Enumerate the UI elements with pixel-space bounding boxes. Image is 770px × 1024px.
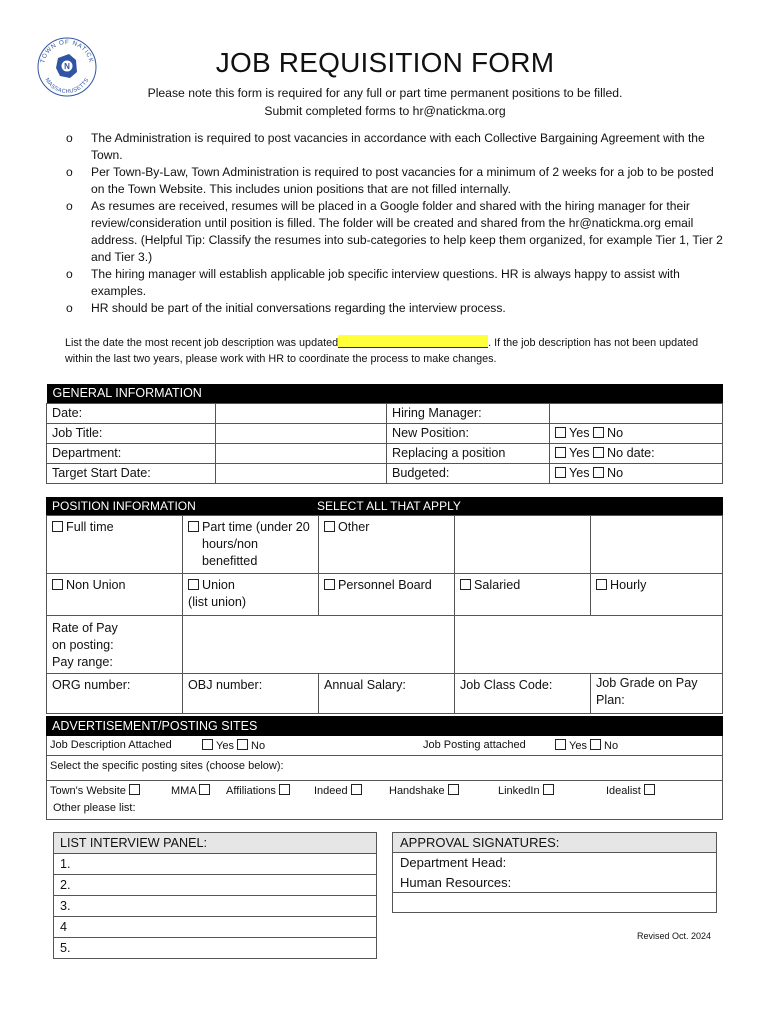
job-class-code-cell[interactable]: Job Class Code:	[455, 674, 591, 714]
replacing-position-label: Replacing a position	[387, 443, 550, 463]
site-handshake: Handshake	[389, 784, 462, 797]
page-title: JOB REQUISITION FORM	[215, 47, 555, 78]
general-information-header: GENERAL INFORMATION	[47, 384, 387, 403]
job-description-no-checkbox[interactable]	[237, 739, 248, 750]
panel-member-5[interactable]: 5.	[54, 938, 377, 959]
site-idealist: Idealist	[606, 784, 658, 797]
hiring-manager-field[interactable]	[550, 403, 723, 423]
job-description-date-field[interactable]	[338, 335, 488, 348]
revision-date: Revised Oct. 2024	[637, 931, 712, 941]
full-time-cell: Full time	[47, 516, 183, 574]
panel-member-2[interactable]: 2.	[54, 875, 377, 896]
panel-member-3[interactable]: 3.	[54, 896, 377, 917]
part-time-checkbox[interactable]	[188, 521, 199, 532]
instruction-list	[64, 130, 724, 317]
department-field[interactable]	[216, 443, 387, 463]
interview-panel-table	[53, 832, 377, 959]
rate-of-pay-label: Rate of Pay on posting: Pay range:	[47, 616, 183, 674]
select-all-header: SELECT ALL THAT APPLY	[317, 499, 461, 513]
note-required: Please note this form is required for any full or part time permanent positions to be filled.	[147, 86, 623, 100]
budgeted-label: Budgeted:	[387, 463, 550, 483]
bullet-marker: o	[66, 199, 73, 213]
non-union-cell: Non Union	[47, 574, 183, 616]
new-position-options: Yes No	[550, 423, 723, 443]
job-title-field[interactable]	[216, 423, 387, 443]
full-time-checkbox[interactable]	[52, 521, 63, 532]
rate-of-pay-field[interactable]	[183, 616, 455, 674]
personnel-board-checkbox[interactable]	[324, 579, 335, 590]
budgeted-no-checkbox[interactable]	[593, 467, 604, 478]
target-start-date-label: Target Start Date:	[47, 463, 216, 483]
job-posting-attached-label: Job Posting attached	[423, 739, 526, 751]
site-indeed: Indeed	[314, 784, 365, 797]
site-towns-website: Town's Website	[50, 784, 143, 797]
budgeted-options: Yes No	[550, 463, 723, 483]
department-head-signature[interactable]: Department Head:	[393, 853, 717, 873]
rate-of-pay-extra[interactable]	[455, 616, 723, 674]
advertisement-box	[46, 736, 723, 820]
job-grade-cell[interactable]: Job Grade on Pay Plan:	[591, 674, 723, 714]
approval-signatures-table	[392, 832, 717, 913]
instruction-item: o The hiring manager will establish applicable job specific interview questions. HR is always happy to assist with examples.	[66, 267, 680, 298]
department-label: Department:	[47, 443, 216, 463]
seal-letter: N	[64, 62, 70, 71]
approval-header: APPROVAL SIGNATURES:	[393, 833, 717, 853]
job-posting-no-checkbox[interactable]	[590, 739, 601, 750]
sites-row	[47, 780, 722, 800]
other-sites-row[interactable]: Other please list:	[53, 802, 136, 814]
date-field[interactable]	[216, 403, 387, 423]
job-description-date-line: List the date the most recent job description was updated . If the job description has not been updated within the last two years, please work with HR to coordinate the process to make changes.	[65, 337, 699, 365]
position-information-header: POSITION INFORMATION SELECT ALL THAT APPLY	[46, 497, 723, 515]
bullet-marker: o	[66, 267, 73, 281]
date-label: Date:	[47, 403, 216, 423]
replacing-position-options: Yes No date:	[550, 443, 723, 463]
new-position-label: New Position:	[387, 423, 550, 443]
hiring-manager-label: Hiring Manager:	[387, 403, 550, 423]
general-information-table	[46, 384, 723, 484]
hourly-checkbox[interactable]	[596, 579, 607, 590]
panel-member-1[interactable]: 1.	[54, 854, 377, 875]
other-checkbox[interactable]	[324, 521, 335, 532]
bullet-marker: o	[66, 301, 73, 315]
site-affiliations: Affiliations	[226, 784, 293, 797]
salaried-cell: Salaried	[455, 574, 591, 616]
union-checkbox[interactable]	[188, 579, 199, 590]
blank-cell	[591, 516, 723, 574]
bullet-marker: o	[66, 165, 73, 179]
instruction-item: o Per Town-By-Law, Town Administration is required to post vacancies for a minimum of 2 weeks for a job to be posted on the Town Website. This includes union positions that are not filled internally.	[66, 165, 714, 196]
site-mma: MMA	[171, 784, 213, 797]
select-sites-row: Select the specific posting sites (choose below):	[50, 760, 284, 772]
instruction-item: o HR should be part of the initial conversations regarding the interview process.	[66, 301, 506, 315]
target-start-date-field[interactable]	[216, 463, 387, 483]
seal-top-text: TOWN OF NATICK	[39, 38, 95, 64]
salaried-checkbox[interactable]	[460, 579, 471, 590]
position-information-table	[46, 515, 723, 714]
site-linkedin: LinkedIn	[498, 784, 557, 797]
replacing-yes-checkbox[interactable]	[555, 447, 566, 458]
approval-blank[interactable]	[393, 893, 717, 913]
job-title-label: Job Title:	[47, 423, 216, 443]
panel-member-4[interactable]: 4	[54, 917, 377, 938]
new-position-yes-checkbox[interactable]	[555, 427, 566, 438]
annual-salary-cell[interactable]: Annual Salary:	[319, 674, 455, 714]
blank-cell	[455, 516, 591, 574]
budgeted-yes-checkbox[interactable]	[555, 467, 566, 478]
bullet-marker: o	[66, 131, 73, 145]
part-time-cell: Part time (under 20 hours/non benefitted	[183, 516, 319, 574]
interview-panel-header: LIST INTERVIEW PANEL:	[54, 833, 377, 854]
instruction-item: o As resumes are received, resumes will be placed in a Google folder and shared with the hiring manager for their review/consideration until position is filled. The folder will be created and shared from the hr@natickma.org email address. (Helpful Tip: Classify the resumes into sub-categories to help keep them organized, for example Tier 1, Tier 2 and Tier 3.)	[66, 199, 723, 264]
union-cell: Union (list union)	[183, 574, 319, 616]
job-description-yes-checkbox[interactable]	[202, 739, 213, 750]
new-position-no-checkbox[interactable]	[593, 427, 604, 438]
instruction-item: o The Administration is required to post vacancies in accordance with each Collective Bargaining Agreement with the Town.	[66, 131, 705, 162]
seal-bottom-text: MASSACHUSETTS	[43, 77, 91, 96]
personnel-board-cell: Personnel Board	[319, 574, 455, 616]
job-posting-yes-checkbox[interactable]	[555, 739, 566, 750]
non-union-checkbox[interactable]	[52, 579, 63, 590]
other-cell: Other	[319, 516, 455, 574]
attachments-row: Job Description Attached Yes No Job Posting attached Yes No	[47, 736, 722, 756]
org-number-cell[interactable]: ORG number:	[47, 674, 183, 714]
human-resources-signature[interactable]: Human Resources:	[393, 873, 717, 893]
advertisement-header: ADVERTISEMENT/POSTING SITES	[46, 716, 723, 736]
hourly-cell: Hourly	[591, 574, 723, 616]
job-description-attached-label: Job Description Attached	[50, 739, 172, 751]
obj-number-cell[interactable]: OBJ number:	[183, 674, 319, 714]
replacing-no-checkbox[interactable]	[593, 447, 604, 458]
note-submit: Submit completed forms to hr@natickma.org	[264, 104, 506, 118]
